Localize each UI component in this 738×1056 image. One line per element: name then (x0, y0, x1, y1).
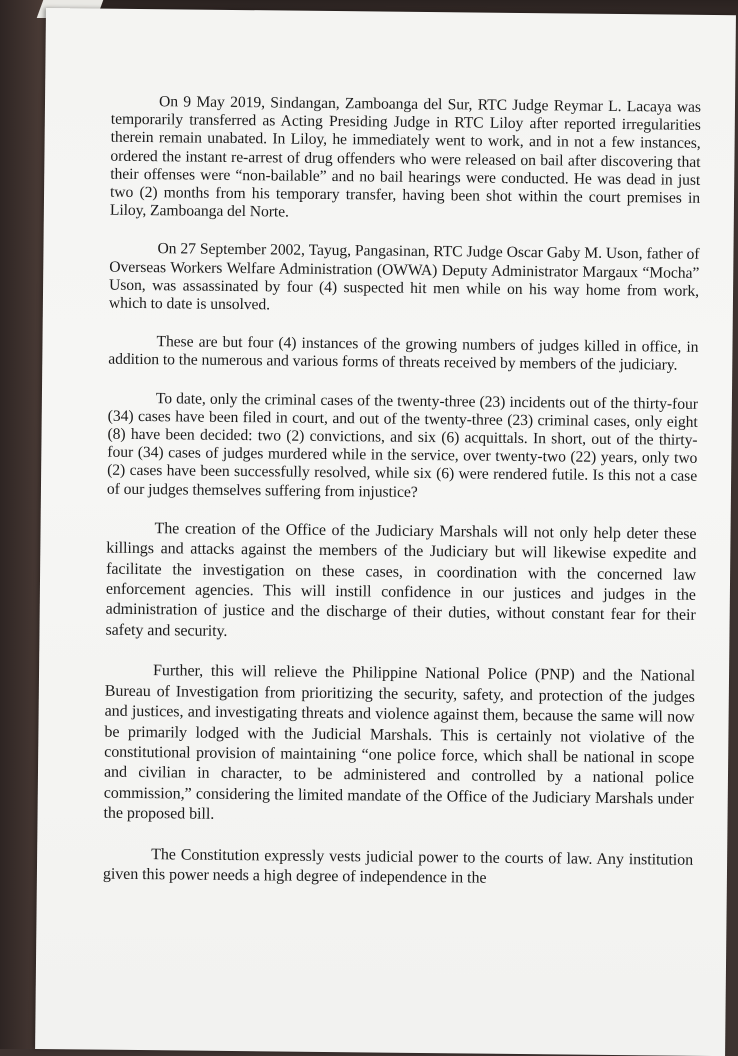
paragraph-case-statistics: To date, only the criminal cases of the twenty-three (23) incidents out of the thirty-four (34) cases have been filed in court, and out of the twenty-three (23) criminal cases, only eight (8) have been decided: two (2) convictions, and six (6) acquittals. In short, out of the thirty-four (34) cases of judges murdered while in the service, over twenty-two (22) years, only two (2) cases have been successfully resolved, while six (6) were rendered futile. Is this not a case of our judges themselves suffering from injustice? (106, 389, 698, 501)
document-page (35, 8, 736, 1056)
paragraph-judiciary-marshals-creation: The creation of the Office of the Judiciary Marshals will not only help deter these killings and attacks against the members of the Judiciary but will likewise expedite and facilitate the investigation on these cases, in coordination with the concerned law enforcement agencies. This will instill confidence in our justices and judges in the administration of justice and the discharge of their duties, without constant fear for their safety and security. (105, 520, 697, 640)
document-body (103, 93, 701, 911)
paragraph-lacaya-case: On 9 May 2019, Sindangan, Zamboanga del Sur, RTC Judge Reymar L. Lacaya was temporarily transferred as Acting Presiding Judge in RTC Liloy after reported irregularities therein remain unabated. In Liloy, he immediately went to work, and in not a few instances, ordered the instant re-arrest of drug offenders who were released on bail after discovering that their offenses were “non-bailable” and no bail hearings were conducted. He was dead in just two (2) months from his temporary transfer, having been shot within the court premises in Liloy, Zamboanga del Norte. (109, 93, 702, 221)
paragraph-instances-summary: These are but four (4) instances of the growing numbers of judges killed in office, in addition to the numerous and various forms of threats received by members of the judiciary. (108, 333, 699, 375)
paragraph-constitution-judicial-power: The Constitution expressly vests judicial power to the courts of law. Any institution given this power needs a high degree of independence in the (102, 845, 694, 887)
paragraph-pnp-nbi-relief: Further, this will relieve the Philippine National Police (PNP) and the National Bureau of Investigation from prioritizing the security, safety, and protection of the judges and justices, and investigating threats and violence against them, because the same will now be primarily lodged with the Judicial Marshals. This is certainly not violative of the constitutional provision of maintaining “one police force, which shall be national in scope and civilian in character, to be administered and controlled by a national police commission,” considering the limited mandate of the Office of the Judiciary Marshals under the proposed bill. (103, 662, 696, 823)
paragraph-uson-case: On 27 September 2002, Tayug, Pangasinan, RTC Judge Oscar Gaby M. Uson, father of Overseas Workers Welfare Administration (OWWA) Deputy Administrator Margaux “Mocha” Uson, was assassinated by four (4) suspected hit men while on his way home from work, which to date is unsolved. (108, 240, 700, 314)
